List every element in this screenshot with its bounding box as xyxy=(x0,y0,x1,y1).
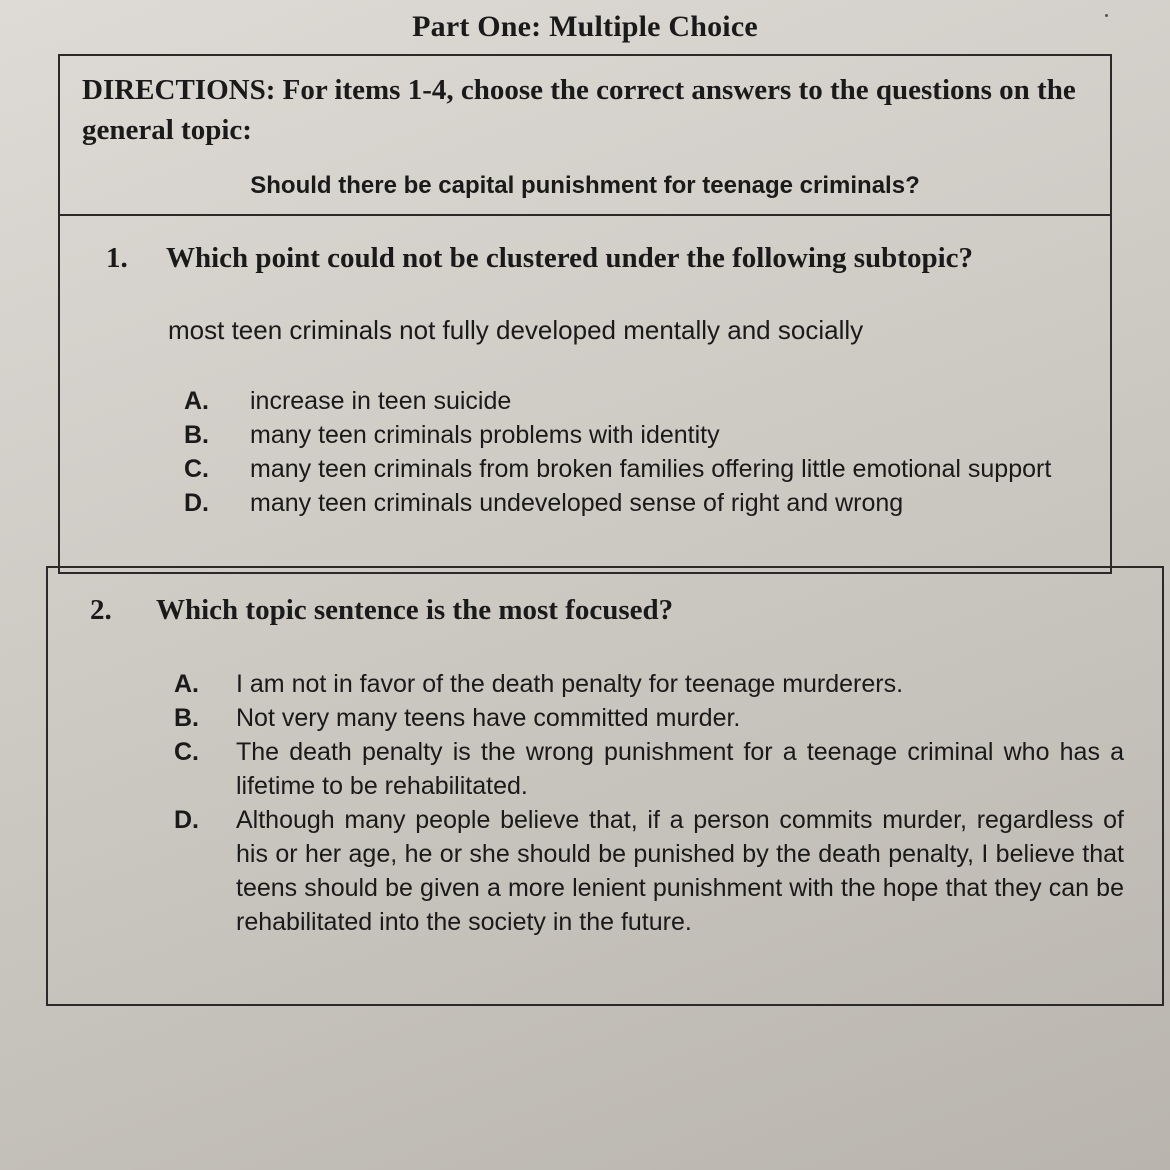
general-topic: Should there be capital punishment for teenage criminals? xyxy=(60,150,1110,216)
option-text: Not very many teens have committed murder. xyxy=(236,704,741,732)
question-2-prompt: Which topic sentence is the most focused? xyxy=(156,594,674,626)
question-1 xyxy=(60,216,1110,574)
option-letter: C. xyxy=(174,738,199,766)
question-1-option-c[interactable] xyxy=(184,452,1110,486)
question-2-options xyxy=(48,667,1162,939)
question-2-number: 2. xyxy=(90,594,112,626)
option-text: many teen criminals problems with identity xyxy=(250,421,720,449)
option-letter: B. xyxy=(174,704,199,732)
question-1-option-b[interactable] xyxy=(184,418,1110,452)
directions-box xyxy=(58,54,1112,574)
option-letter: B. xyxy=(184,421,209,449)
question-2-option-b[interactable] xyxy=(174,701,1162,735)
option-text: many teen criminals undeveloped sense of right and wrong xyxy=(250,489,904,517)
question-1-option-a[interactable] xyxy=(184,384,1110,418)
question-2-option-a[interactable] xyxy=(174,667,1162,701)
question-1-subtopic: most teen criminals not fully developed mentally and socially xyxy=(168,315,864,345)
question-1-number: 1. xyxy=(106,242,128,274)
question-2-header xyxy=(48,568,1162,627)
question-2 xyxy=(46,566,1164,1006)
option-letter: D. xyxy=(184,489,209,517)
question-1-options xyxy=(60,384,1110,520)
question-2-option-c[interactable] xyxy=(174,735,1162,803)
option-text: many teen criminals from broken families offering little emotional support xyxy=(250,455,1052,483)
option-letter: A. xyxy=(184,387,209,415)
option-letter: A. xyxy=(174,670,199,698)
page-title: Part One: Multiple Choice xyxy=(412,10,758,43)
option-letter: C. xyxy=(184,455,209,483)
option-text: increase in teen suicide xyxy=(250,387,512,415)
option-text: The death penalty is the wrong punishment for a teenage criminal who has a lifetime to be rehabilitated. xyxy=(236,738,1124,800)
directions-text: DIRECTIONS: For items 1-4, choose the correct answers to the questions on the general topic: xyxy=(82,74,1076,146)
option-text: I am not in favor of the death penalty for teenage murderers. xyxy=(236,670,904,698)
question-1-prompt: Which point could not be clustered under the following subtopic? xyxy=(166,242,974,274)
option-text: Although many people believe that, if a person commits murder, regardless of his or her age, he or she should be punished by the death penalty, I believe that teens should be given a more lenient punishment with the hope that they can be rehabilitated into the society in the future. xyxy=(236,806,1124,936)
question-1-header xyxy=(60,242,1110,275)
question-2-option-d[interactable] xyxy=(174,803,1162,939)
question-1-option-d[interactable] xyxy=(184,486,1110,520)
option-letter: D. xyxy=(174,806,199,834)
